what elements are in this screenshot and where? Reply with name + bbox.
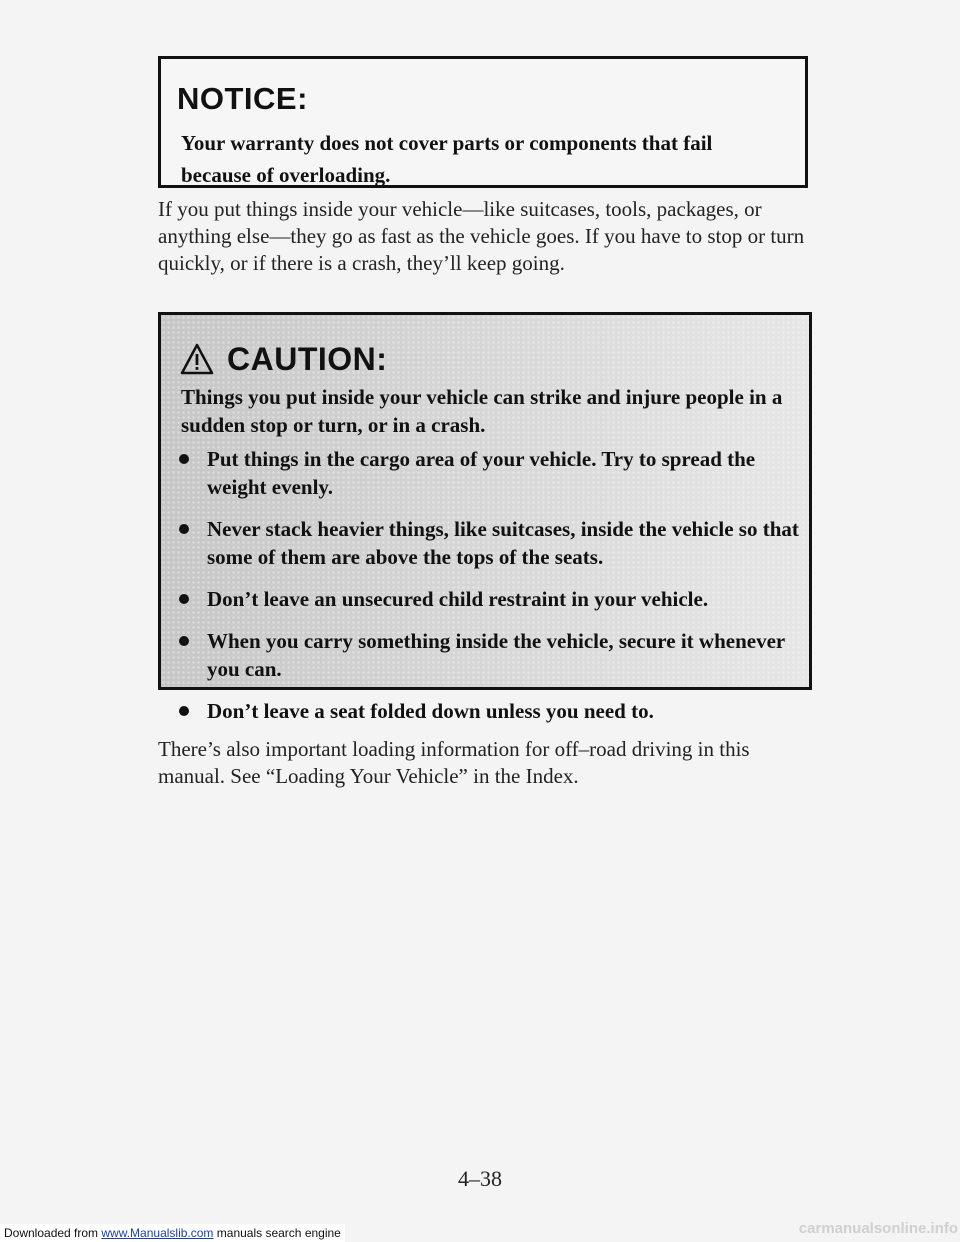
notice-title: NOTICE: bbox=[177, 81, 308, 116]
bullet-icon bbox=[179, 706, 189, 716]
bullet-text: Never stack heavier things, like suitcases, inside the vehicle so that some of them are above the tops of the seats. bbox=[207, 517, 799, 569]
bullet-icon bbox=[179, 454, 189, 464]
bullet-icon bbox=[179, 524, 189, 534]
caution-title: CAUTION: bbox=[227, 340, 388, 377]
watermark: carmanualsonline.info bbox=[798, 1220, 958, 1237]
caution-bullet-list bbox=[173, 445, 803, 739]
bullet-text: When you carry something inside the vehicle, secure it whenever you can. bbox=[207, 629, 785, 681]
caution-lead: Things you put inside your vehicle can strike and injure people in a sudden stop or turn, or in a crash. bbox=[181, 385, 783, 437]
page-number: 4–38 bbox=[458, 1166, 502, 1191]
bullet-icon bbox=[179, 636, 189, 646]
footer-suffix: manuals search engine bbox=[213, 1226, 341, 1240]
notice-box bbox=[158, 56, 808, 188]
footer-prefix: Downloaded from bbox=[4, 1226, 102, 1240]
caution-header bbox=[179, 339, 387, 379]
body-paragraph-loose-items: If you put things inside your vehicle—like suitcases, tools, packages, or anything else—they go as fast as the vehicle goes. If you have to stop or turn quickly, or if there is a crash, they’ll keep going. bbox=[158, 197, 805, 275]
list-item bbox=[173, 585, 803, 613]
manualslib-link[interactable]: www.Manualslib.com bbox=[101, 1226, 214, 1240]
list-item bbox=[173, 445, 803, 501]
bullet-icon bbox=[179, 594, 189, 604]
bullet-text: Don’t leave a seat folded down unless you need to. bbox=[207, 699, 654, 723]
body-paragraph-offroad: There’s also important loading information for off–road driving in this manual. See “Loading Your Vehicle” in the Index. bbox=[158, 737, 750, 788]
caution-box bbox=[158, 312, 812, 723]
bullet-text: Put things in the cargo area of your vehicle. Try to spread the weight evenly. bbox=[207, 447, 756, 499]
notice-text: Your warranty does not cover parts or components that fail because of overloading. bbox=[181, 131, 713, 187]
list-item bbox=[173, 627, 803, 683]
bullet-text: Don’t leave an unsecured child restraint in your vehicle. bbox=[207, 587, 709, 611]
download-footer bbox=[0, 1224, 345, 1242]
warning-triangle-icon bbox=[179, 342, 215, 376]
list-item bbox=[173, 697, 803, 725]
list-item bbox=[173, 515, 803, 571]
